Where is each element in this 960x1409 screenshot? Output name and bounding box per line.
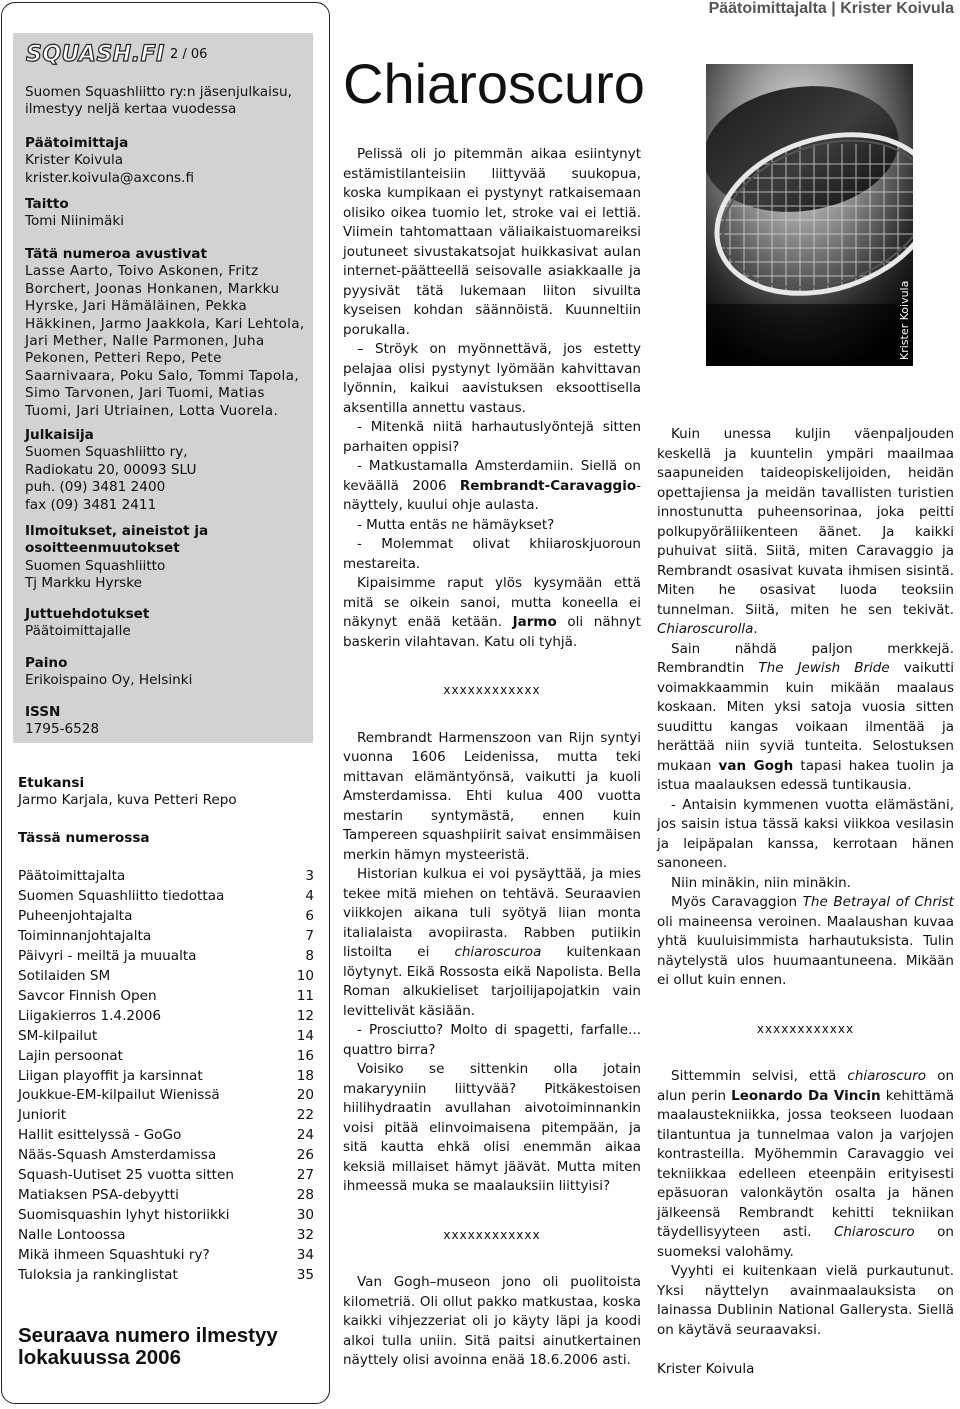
toc-item-label: Savcor Finnish Open [18, 987, 157, 1004]
text-run-bold: Jarmo [512, 614, 557, 630]
toc-item-label: Mikä ihmeen Squashtuki ry? [18, 1247, 210, 1264]
toc-item[interactable] [18, 887, 314, 907]
next-issue-line: Seuraava numero ilmestyy [18, 1324, 278, 1347]
toc-item-label: Liigakierros 1.4.2006 [18, 1007, 161, 1024]
toc-item[interactable] [18, 967, 314, 987]
toc-item[interactable] [18, 1106, 314, 1126]
toc-item-page: 32 [296, 1227, 314, 1244]
text-run: -näyttely, kuului ohje aulasta. [343, 477, 641, 513]
text-run-bold: van Gogh [718, 757, 794, 774]
cover-text: Jarmo Karjala, kuva Petteri Repo [18, 792, 237, 809]
contributors-heading: Tätä numeroa avustivat [25, 246, 207, 262]
toc-item[interactable] [18, 1067, 314, 1087]
issn-block [25, 704, 315, 739]
paragraph: Van Gogh–museon jono oli puolitoista kilometriä. Oli ollut pakko matkustaa, koska kaikki vihjezzeriat oli jo käyty läpi ja koodi alkoi tulla uniin. Sitä paitsi ainutkertainen näyttely olisi avoinna enää 18.6.2006 asti. [343, 1274, 641, 1368]
paragraph [343, 574, 641, 652]
toc-item-page: 8 [305, 947, 314, 964]
toc-item-page: 27 [296, 1167, 314, 1184]
paragraph [657, 425, 954, 640]
squash-logo: SQUASH.FI [26, 42, 165, 67]
toc-item-label: Toiminnanjohtajalta [18, 927, 152, 944]
text-run-italic: Chiaroscurolla [657, 621, 754, 637]
toc-item-page: 35 [296, 1267, 314, 1284]
toc-item-page: 6 [305, 907, 314, 924]
text-run: tapasi hakea tuolin ja istua maalauksen edessä tuntikausia. [657, 757, 954, 793]
toc-item[interactable] [18, 1146, 314, 1166]
editor-name: Krister Koivula [25, 152, 124, 169]
editor-email[interactable]: krister.koivula@axcons.fi [25, 169, 195, 186]
ads-block [25, 523, 315, 593]
publisher-line: puh. (09) 3481 2400 [25, 479, 166, 496]
paragraph: Rembrandt Harmenszoon van Rijn syntyi vuonna 1606 Leidenissa, mutta teki mittavan elämäntyönsä, vaikutti ja kuoli Amsterdamissa. Ehti kulua 400 vuotta mestarin syntymästä, ennen kuin Tampereen squashpiirit saivat ensimmäisen merkin hämyn mysteeristä. [343, 729, 641, 863]
paragraph [657, 893, 954, 991]
cover-heading: Etukansi [18, 775, 85, 791]
layout-block [25, 196, 315, 231]
ads-line: Tj Markku Hyrske [25, 575, 143, 592]
toc-item-page: 18 [296, 1067, 314, 1084]
racquet-photo [706, 64, 913, 366]
toc-item[interactable] [18, 1166, 314, 1186]
toc-item-label: Juniorit [18, 1107, 67, 1124]
next-issue [18, 1325, 318, 1369]
contributors-list: Lasse Aarto, Toivo Askonen, Fritz Borchert, Joonas Honkanen, Markku Hyrske, Jari Hämäläinen, Pekka Häkkinen, Jarmo Jaakkola, Kari Lehtola, Jari Mether, Nalle Parmonen, Juha Pekonen, Petteri Repo, Pete Saarnivaara, Poku Salo, Tommi Tapola, Simo Tarvonen, Jari Tuomi, Matias Tuomi, Jari Utriainen, Lotta Vuorela. [25, 263, 305, 419]
toc-item[interactable] [18, 1126, 314, 1146]
toc-item[interactable] [18, 947, 314, 967]
toc-item-label: Hallit esittelyssä - GoGo [18, 1127, 182, 1144]
toc-item[interactable] [18, 1027, 314, 1047]
print-line: Erikoispaino Oy, Helsinki [25, 672, 193, 689]
toc-item-label: Matiaksen PSA-debyytti [18, 1187, 179, 1204]
toc-item[interactable] [18, 867, 314, 887]
toc-item[interactable] [18, 1266, 314, 1286]
tips-block [25, 606, 315, 641]
toc-item-page: 20 [296, 1087, 314, 1104]
text-run: Kipaisimme raput ylös kysymään että mitä se oikein sanoi, mutta koneella ei näkynyt enää ketään. [343, 575, 641, 630]
tips-heading: Juttuehdotukset [25, 606, 150, 622]
toc-item-label: Joukkue-EM-kilpailut Wienissä [18, 1087, 220, 1104]
paragraph [657, 640, 954, 796]
issue-number: 2 / 06 [170, 47, 208, 62]
layout-name: Tomi Niinimäki [25, 213, 124, 230]
paragraph: Niin minäkin, niin minäkin. [671, 874, 851, 891]
toc-item-label: Päivyri - meiltä ja muualta [18, 947, 197, 964]
toc-item[interactable] [18, 1086, 314, 1106]
toc-heading [18, 830, 318, 847]
ads-heading: Ilmoitukset, aineistot ja osoitteenmuutokset [25, 523, 209, 557]
toc-item[interactable] [18, 1007, 314, 1027]
toc-item-label: Puheenjohtajalta [18, 907, 133, 924]
toc-item-label: Nääs-Squash Amsterdamissa [18, 1147, 217, 1164]
section-separator: xxxxxxxxxxxx [443, 1227, 541, 1242]
toc-item-label: Sotilaiden SM [18, 967, 111, 984]
paragraph: - Antaisin kymmenen vuotta elämästäni, jos saisin istua tässä kaksi viikkoa vesilasin ja leipäpalan kanssa, kerrotaan hänen sanoneen. [657, 796, 954, 871]
toc-item-page: 30 [296, 1207, 314, 1224]
masthead-intro: Suomen Squashliitto ry:n jäsenjulkaisu, ilmestyy neljä kertaa vuodessa [25, 84, 292, 118]
text-run: on alun perin [657, 1068, 955, 1104]
print-heading: Paino [25, 655, 68, 671]
paragraph: - Molemmat olivat khiiaroskjuoroun mestareita. [343, 536, 641, 572]
tips-line: Päätoimittajalle [25, 623, 131, 640]
issn-heading: ISSN [25, 704, 61, 720]
toc-item-page: 3 [305, 868, 314, 884]
editor-heading: Päätoimittaja [25, 135, 129, 151]
publisher-line: Suomen Squashliitto ry, [25, 444, 188, 461]
toc-item-label: Squash-Uutiset 25 vuotta sitten [18, 1167, 234, 1184]
toc-item[interactable] [18, 1206, 314, 1226]
layout-heading: Taitto [25, 196, 69, 212]
publisher-line: fax (09) 3481 2411 [25, 496, 157, 513]
text-run-italic: chiaroscuro [847, 1068, 927, 1084]
toc-item[interactable] [18, 1226, 314, 1246]
toc-item-label: Liigan playoffit ja karsinnat [18, 1067, 203, 1084]
text-run: vaikutti voimakkaammin kuin mikään maalaus koskaan. Miten yksi satoja vuosia sitten suudittu kangas voikaan ilmentää ja herättää niin syviä tunteita. Selostuksen mukaan [657, 660, 955, 774]
text-run: - Matkustamalla Amsterdamiin. Siellä on keväällä 2006 [343, 458, 641, 494]
text-run-bold: Rembrandt-Caravaggio [459, 477, 637, 494]
text-run: oli nähnyt baskerin vilahtavan. Katu oli tyhjä. [343, 614, 641, 650]
toc-item-page: 12 [296, 1007, 314, 1024]
toc-item[interactable] [18, 1047, 314, 1067]
toc-item-label: Nalle Lontoossa [18, 1227, 126, 1244]
toc-item[interactable] [18, 987, 314, 1007]
toc-item-page: 7 [305, 927, 314, 944]
ads-line: Suomen Squashliitto [25, 557, 166, 574]
paragraph: Vyyhti ei kuitenkaan vielä purkautunut. Yksi näyttelyn avainmaalauksista on lainassa Dublinin National Gallerysta. Siellä on käytävä seuraavaksi. [657, 1263, 954, 1338]
paragraph: - Prosciutto? Molto di spagetti, farfalle... quattro birra? [343, 1022, 641, 1058]
text-run-italic: chiaroscuroa [454, 944, 542, 960]
paragraph: - Mitenkä niitä harhautuslyöntejä sitten parhaiten oppisi? [343, 419, 641, 455]
toc-item-page: 34 [296, 1247, 314, 1264]
publisher-block [25, 427, 315, 514]
text-run: kuitenkaan löytynyt. Eikä Rossosta eikä Napolista. Bella Roman alkukieliset tarjoilijapojatkin vain levittelivät käsiään. [343, 944, 641, 1019]
toc-item-label: Suomen Squashliitto tiedottaa [18, 887, 225, 904]
contributors-block [25, 246, 315, 420]
toc-heading-text: Tässä numerossa [18, 830, 150, 846]
text-run: Myös Caravaggion [671, 894, 803, 910]
toc-item-page: 14 [296, 1027, 314, 1044]
toc-item-label: Päätoimittajalta [18, 868, 126, 884]
toc-item-page: 22 [296, 1107, 314, 1124]
text-run-italic: Chiaroscuro [833, 1224, 915, 1240]
text-run: oli maineensa veroinen. Maalaushan kuvaa yhtä kuuluisimmista harhautuksista. Tulin näytelystä ulos huumaantuneena. Mikään ei ollut kuin ennen. [657, 913, 954, 988]
table-of-contents [18, 867, 314, 1286]
text-run: Kuin unessa kuljin väenpaljouden keskellä ja kuuntelin ympäri maailmaa saapuneiden taideopiskelijoiden, heidän opettajiensa ja meidän tavallisten turistien innostunutta puheensorinaa, joka peitti polkupyöräliikenteen äänet. Ja kaikki puhuivat siitä. Siitä, miten Caravaggio ja Rembrandt osasivat kuvata ihmisen sisintä. Miten he osasivat luoda teoksiin tunnelman. Siitä, miten he sen tekivät. [657, 426, 954, 618]
section-separator: xxxxxxxxxxxx [443, 683, 541, 697]
next-issue-line: lokakuussa 2006 [18, 1346, 181, 1369]
toc-item-page: 11 [296, 987, 314, 1004]
editor-block [25, 135, 315, 187]
text-run: Historian kulkua ei voi pysäyttää, ja mies tekee mitä miehen on tehtävä. Seuraavien viikkojen aikana tuli syötyä liian monta italialaista avopiirasta. Rabben putiikin listoilta ei [343, 866, 641, 960]
toc-item-page: 24 [296, 1127, 314, 1144]
issn-number: 1795-6528 [25, 721, 100, 738]
toc-item-page: 10 [296, 967, 314, 984]
text-run: kehittämä maalaustekniikka, jossa teokseen luodaan tilantuntua ja tunnelmaa valon ja varjojen kontrasteilla. Myöhemmin Caravaggio vei tekniikkaa edelleen eteenpäin erityisesti epäsuoran valonkäytön osalta ja hänen jälkeensä Rembrandt kehitti tekniikan täydellisyyteen asti. [657, 1087, 954, 1240]
article-title: Chiaroscuro [343, 52, 645, 115]
paragraph: – Ströyk on myönnettävä, jos estetty pelajaa olisi pystynyt lyömään kahvittavan lyönnin, kaikui aavistuksen eksoottisella aksentilla annettu vastaus. [343, 341, 641, 416]
text-run: Sittemmin selvisi, että [671, 1068, 848, 1084]
text-run: on suomeksi valohämy. [657, 1224, 954, 1260]
section-header: Päätoimittajalta | Krister Koivula [708, 0, 954, 17]
paragraph: Pelissä oli jo pitemmän aikaa esiintynyt estämistilanteisiin liittyvää suukopua, koska kumpikaan ei pystynyt ratkaisemaan olisiko oikea tuomio let, stroke vai ei lettiä. Viimein tahtomattaan väliaikaistuomareiksi joutuneet sivustakatsojat huikkasivat aulan internet-päätteellä seisovalle asiakkaalle ja pyysivät tätä lukemaan liiton sivuilta kyseisen kohdan säännöistä. Kuunneltiin porukalla. [343, 146, 641, 338]
text-run-bold: Leonardo Da Vincin [731, 1087, 881, 1104]
paragraph: - Mutta entäs ne hämäykset? [357, 516, 555, 533]
photo-credit: Krister Koivula [898, 280, 911, 360]
toc-item-label: SM-kilpailut [18, 1027, 98, 1044]
racquet-image [706, 64, 913, 366]
toc-item-page: 16 [296, 1047, 314, 1064]
toc-item-page: 26 [296, 1147, 314, 1164]
toc-item[interactable] [18, 1186, 314, 1206]
text-run: . [753, 621, 758, 637]
text-run-italic: The Jewish Bride [758, 660, 890, 676]
toc-item-label: Suomisquashin lyhyt historiikki [18, 1207, 230, 1224]
toc-item-label: Tuloksia ja rankinglistat [18, 1267, 178, 1284]
paragraph: Voisiko se sittenkin olla jotain makaryyniin liittyvää? Pitkäkestoisen hiilihydraatin avullahan aivotoiminnankin voisi pitää elinvoimaisena pitempään, ja sitä kautta ehkä olisi enemmän aikaa keksiä millaiset hämyt jäävät. Mutta miten ihmeessä muka se maalauksiin liittyisi? [343, 1061, 641, 1194]
paragraph [343, 865, 641, 1021]
toc-item[interactable] [18, 1246, 314, 1266]
print-block [25, 655, 315, 690]
toc-item[interactable] [18, 927, 314, 947]
publisher-heading: Julkaisija [25, 427, 94, 443]
cover-block [18, 775, 318, 810]
paragraph [657, 1067, 954, 1262]
article-column-1 [343, 145, 641, 1371]
toc-item[interactable] [18, 907, 314, 927]
toc-item-page: 28 [296, 1187, 314, 1204]
toc-item-page: 4 [305, 887, 314, 904]
signature: Krister Koivula [657, 1361, 755, 1377]
paragraph [343, 457, 641, 516]
text-run-italic: The Betrayal of Christ [802, 894, 954, 910]
text-run: Sain nähdä paljon merkkejä. Rembrandtin [657, 640, 954, 676]
article-column-2 [657, 425, 954, 1380]
publisher-line: Radiokatu 20, 00093 SLU [25, 461, 197, 478]
toc-item-label: Lajin persoonat [18, 1047, 123, 1064]
section-separator: xxxxxxxxxxxx [756, 1021, 855, 1036]
